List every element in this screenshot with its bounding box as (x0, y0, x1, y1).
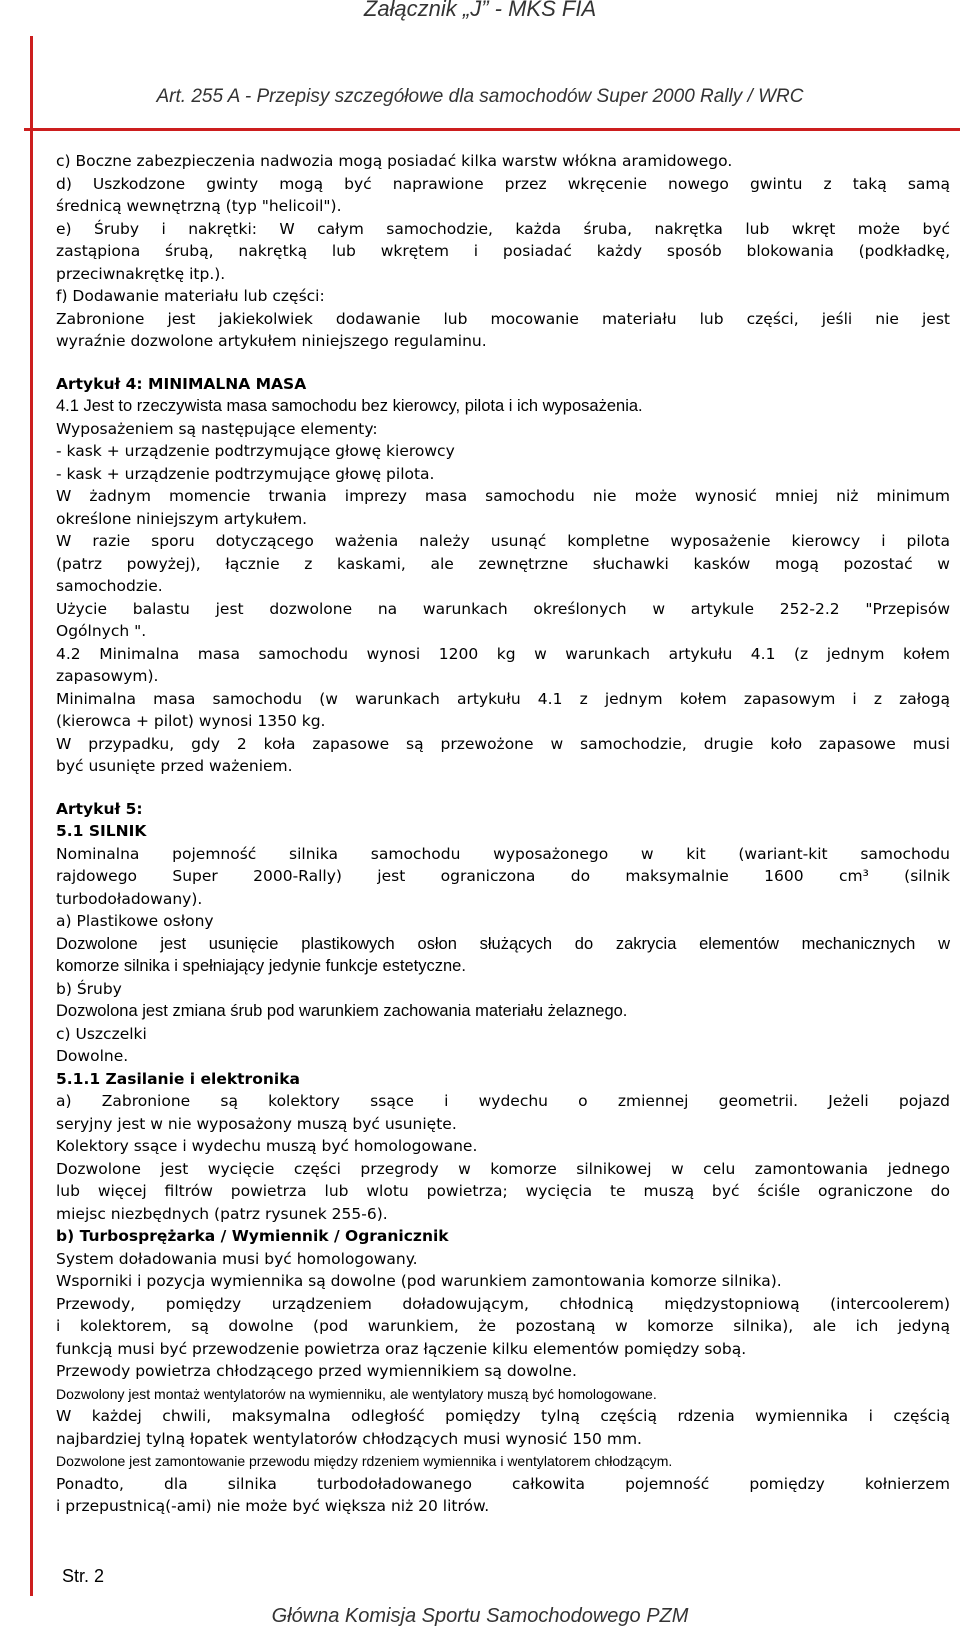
body-line: Kolektory ssące i wydechu muszą być homologowane. (56, 1137, 478, 1155)
body-line: Dozwolona jest zmiana śrub pod warunkiem zachowania materiału żelaznego. (56, 1002, 628, 1020)
body-line: d) Uszkodzone gwinty mogą być naprawione przez wkręcenie nowego gwintu z taką samą (56, 174, 950, 193)
body-line: zapasowym). (56, 667, 159, 685)
body-line: funkcją musi być przewodzenie powietrza oraz łączenie kilku elementów pomiędzy sobą. (56, 1339, 747, 1358)
body-line: Zabronione jest jakiekolwiek dodawanie lub mocowanie materiału lub części, jeśli nie jest (56, 309, 950, 328)
body-line: c) Uszczelki (56, 1024, 147, 1043)
body-line: wyraźnie dozwolone artykułem niniejszego regulaminu. (56, 332, 487, 350)
body-line: Dozwolone jest usunięcie plastikowych osłon służących do zakrycia elementów mechanicznych w (56, 934, 950, 953)
body-line: Ogólnych ". (56, 622, 147, 640)
section-heading: 5.1 SILNIK (56, 822, 147, 840)
body-line: Nominalna pojemność silnika samochodu wyposażonego w kit (wariant-kit samochodu (56, 844, 950, 863)
body-line: Dozwolone jest zamontowanie przewodu między rdzeniem wymiennika i wentylatorem chłodzącym. (56, 1453, 673, 1469)
paragraph-gap (56, 778, 950, 798)
body-line: W przypadku, gdy 2 koła zapasowe są przewożone w samochodzie, drugie koło zapasowe musi (56, 734, 950, 753)
body-line: (kierowca + pilot) wynosi 1350 kg. (56, 712, 326, 730)
body-line: b) Śruby (56, 979, 122, 998)
body-line: Użycie balastu jest dozwolone na warunkach określonych w artykule 252-2.2 "Przepisów (56, 599, 950, 618)
body-line: (patrz powyżej), łącznie z kaskami, ale zewnętrzne słuchawki kasków mogą pozostać w (56, 554, 950, 573)
section-heading: b) Turbosprężarka / Wymiennik / Ogranicznik (56, 1227, 449, 1245)
body-line: średnicą wewnętrzną (typ "helicoil"). (56, 197, 342, 215)
body-line: i kolektorem, są dowolne (pod warunkiem, że pozostaną w komorze silnika), ale ich jedyną (56, 1317, 950, 1335)
body-line: 4.2 Minimalna masa samochodu wynosi 1200 kg w warunkach artykułu 4.1 (z jednym kołem (56, 644, 950, 663)
article-header: Art. 255 A - Przepisy szczegółowe dla samochodów Super 2000 Rally / WRC (156, 86, 804, 107)
margin-rule (30, 36, 33, 1596)
body-line: turbodoładowany). (56, 889, 203, 908)
body-line: Ponadto, dla silnika turbodoładowanego całkowita pojemność pomiędzy kołnierzem (56, 1474, 950, 1493)
section-heading: Artykuł 5: (56, 799, 143, 818)
body-line: najbardziej tylną łopatek wentylatorów chłodzących musi wynosić 150 mm. (56, 1429, 642, 1448)
document-body (56, 150, 950, 1518)
body-line: przeciwnakrętkę itp.). (56, 264, 226, 283)
body-line: Przewody powietrza chłodzącego przed wymiennikiem są dowolne. (56, 1362, 577, 1380)
body-line: 4.1 Jest to rzeczywista masa samochodu bez kierowcy, pilota i ich wyposażenia. (56, 397, 643, 415)
annex-header: Załącznik „J” - MKS FIA (363, 0, 597, 21)
body-line: Dozwolony jest montaż wentylatorów na wymienniku, ale wentylatory muszą być homologowane. (56, 1385, 657, 1402)
body-line: zastąpiona śrubą, nakrętką lub wkrętem i posiadać każdy sposób blokowania (podkładkę, (56, 242, 950, 260)
body-line: e) Śruby i nakrętki: W całym samochodzie, każda śruba, nakrętka lub wkręt może być (56, 219, 950, 238)
body-line: seryjny jest w nie wyposażony muszą być usunięte. (56, 1114, 457, 1133)
body-line: być usunięte przed ważeniem. (56, 757, 293, 775)
header-rule (24, 128, 960, 131)
body-line: f) Dodawanie materiału lub części: (56, 287, 325, 305)
body-line: komorze silnika i spełniający jedynie funkcje estetyczne. (56, 957, 466, 975)
body-line: i przepustnicą(-ami) nie może być większa niż 20 litrów. (56, 1497, 490, 1515)
section-heading: 5.1.1 Zasilanie i elektronika (56, 1069, 300, 1088)
body-line: Minimalna masa samochodu (w warunkach artykułu 4.1 z jednym kołem zapasowym i z załogą (56, 689, 950, 708)
body-line: c) Boczne zabezpieczenia nadwozia mogą posiadać kilka warstw włókna aramidowego. (56, 152, 733, 170)
section-heading: Artykuł 4: MINIMALNA MASA (56, 374, 307, 393)
body-line: Przewody, pomiędzy urządzeniem doładowującym, chłodnicą międzystopniową (intercoolerem) (56, 1294, 950, 1313)
body-line: określone niniejszym artykułem. (56, 509, 308, 528)
body-line: - kask + urządzenie podtrzymujące głowę pilota. (56, 464, 435, 483)
body-line: - kask + urządzenie podtrzymujące głowę kierowcy (56, 442, 455, 460)
body-line: a) Zabronione są kolektory ssące i wydechu o zmiennej geometrii. Jeżeli pojazd (56, 1092, 950, 1110)
body-line: Dowolne. (56, 1047, 129, 1065)
body-line: Wsporniki i pozycja wymiennika są dowolne (pod warunkiem zamontowania komorze silnika). (56, 1272, 782, 1290)
body-line: W razie sporu dotyczącego ważenia należy usunąć kompletne wyposażenie kierowcy i pilota (56, 532, 950, 550)
body-line: samochodzie. (56, 577, 163, 595)
page-number: Str. 2 (62, 1566, 105, 1586)
footer-organization: Główna Komisja Sportu Samochodowego PZM (271, 1605, 689, 1627)
body-line: a) Plastikowe osłony (56, 912, 214, 930)
body-line: W każdej chwili, maksymalna odległość pomiędzy tylną częścią rdzenia wymiennika i częścią (56, 1407, 950, 1425)
body-line: miejsc niezbędnych (patrz rysunek 255-6). (56, 1204, 388, 1223)
paragraph-gap (56, 353, 950, 373)
body-line: lub więcej filtrów powietrza lub wlotu powietrza; wycięcia te muszą być ściśle ograniczone do (56, 1182, 950, 1200)
body-line: rajdowego Super 2000-Rally) jest ograniczona do maksymalnie 1600 cm³ (silnik (56, 867, 950, 885)
body-line: Wyposażeniem są następujące elementy: (56, 419, 378, 438)
body-line: W żadnym momencie trwania imprezy masa samochodu nie może wynosić mniej niż minimum (56, 487, 950, 505)
body-line: Dozwolone jest wycięcie części przegrody w komorze silnikowej w celu zamontowania jednego (56, 1159, 950, 1178)
body-line: System doładowania musi być homologowany. (56, 1249, 418, 1268)
